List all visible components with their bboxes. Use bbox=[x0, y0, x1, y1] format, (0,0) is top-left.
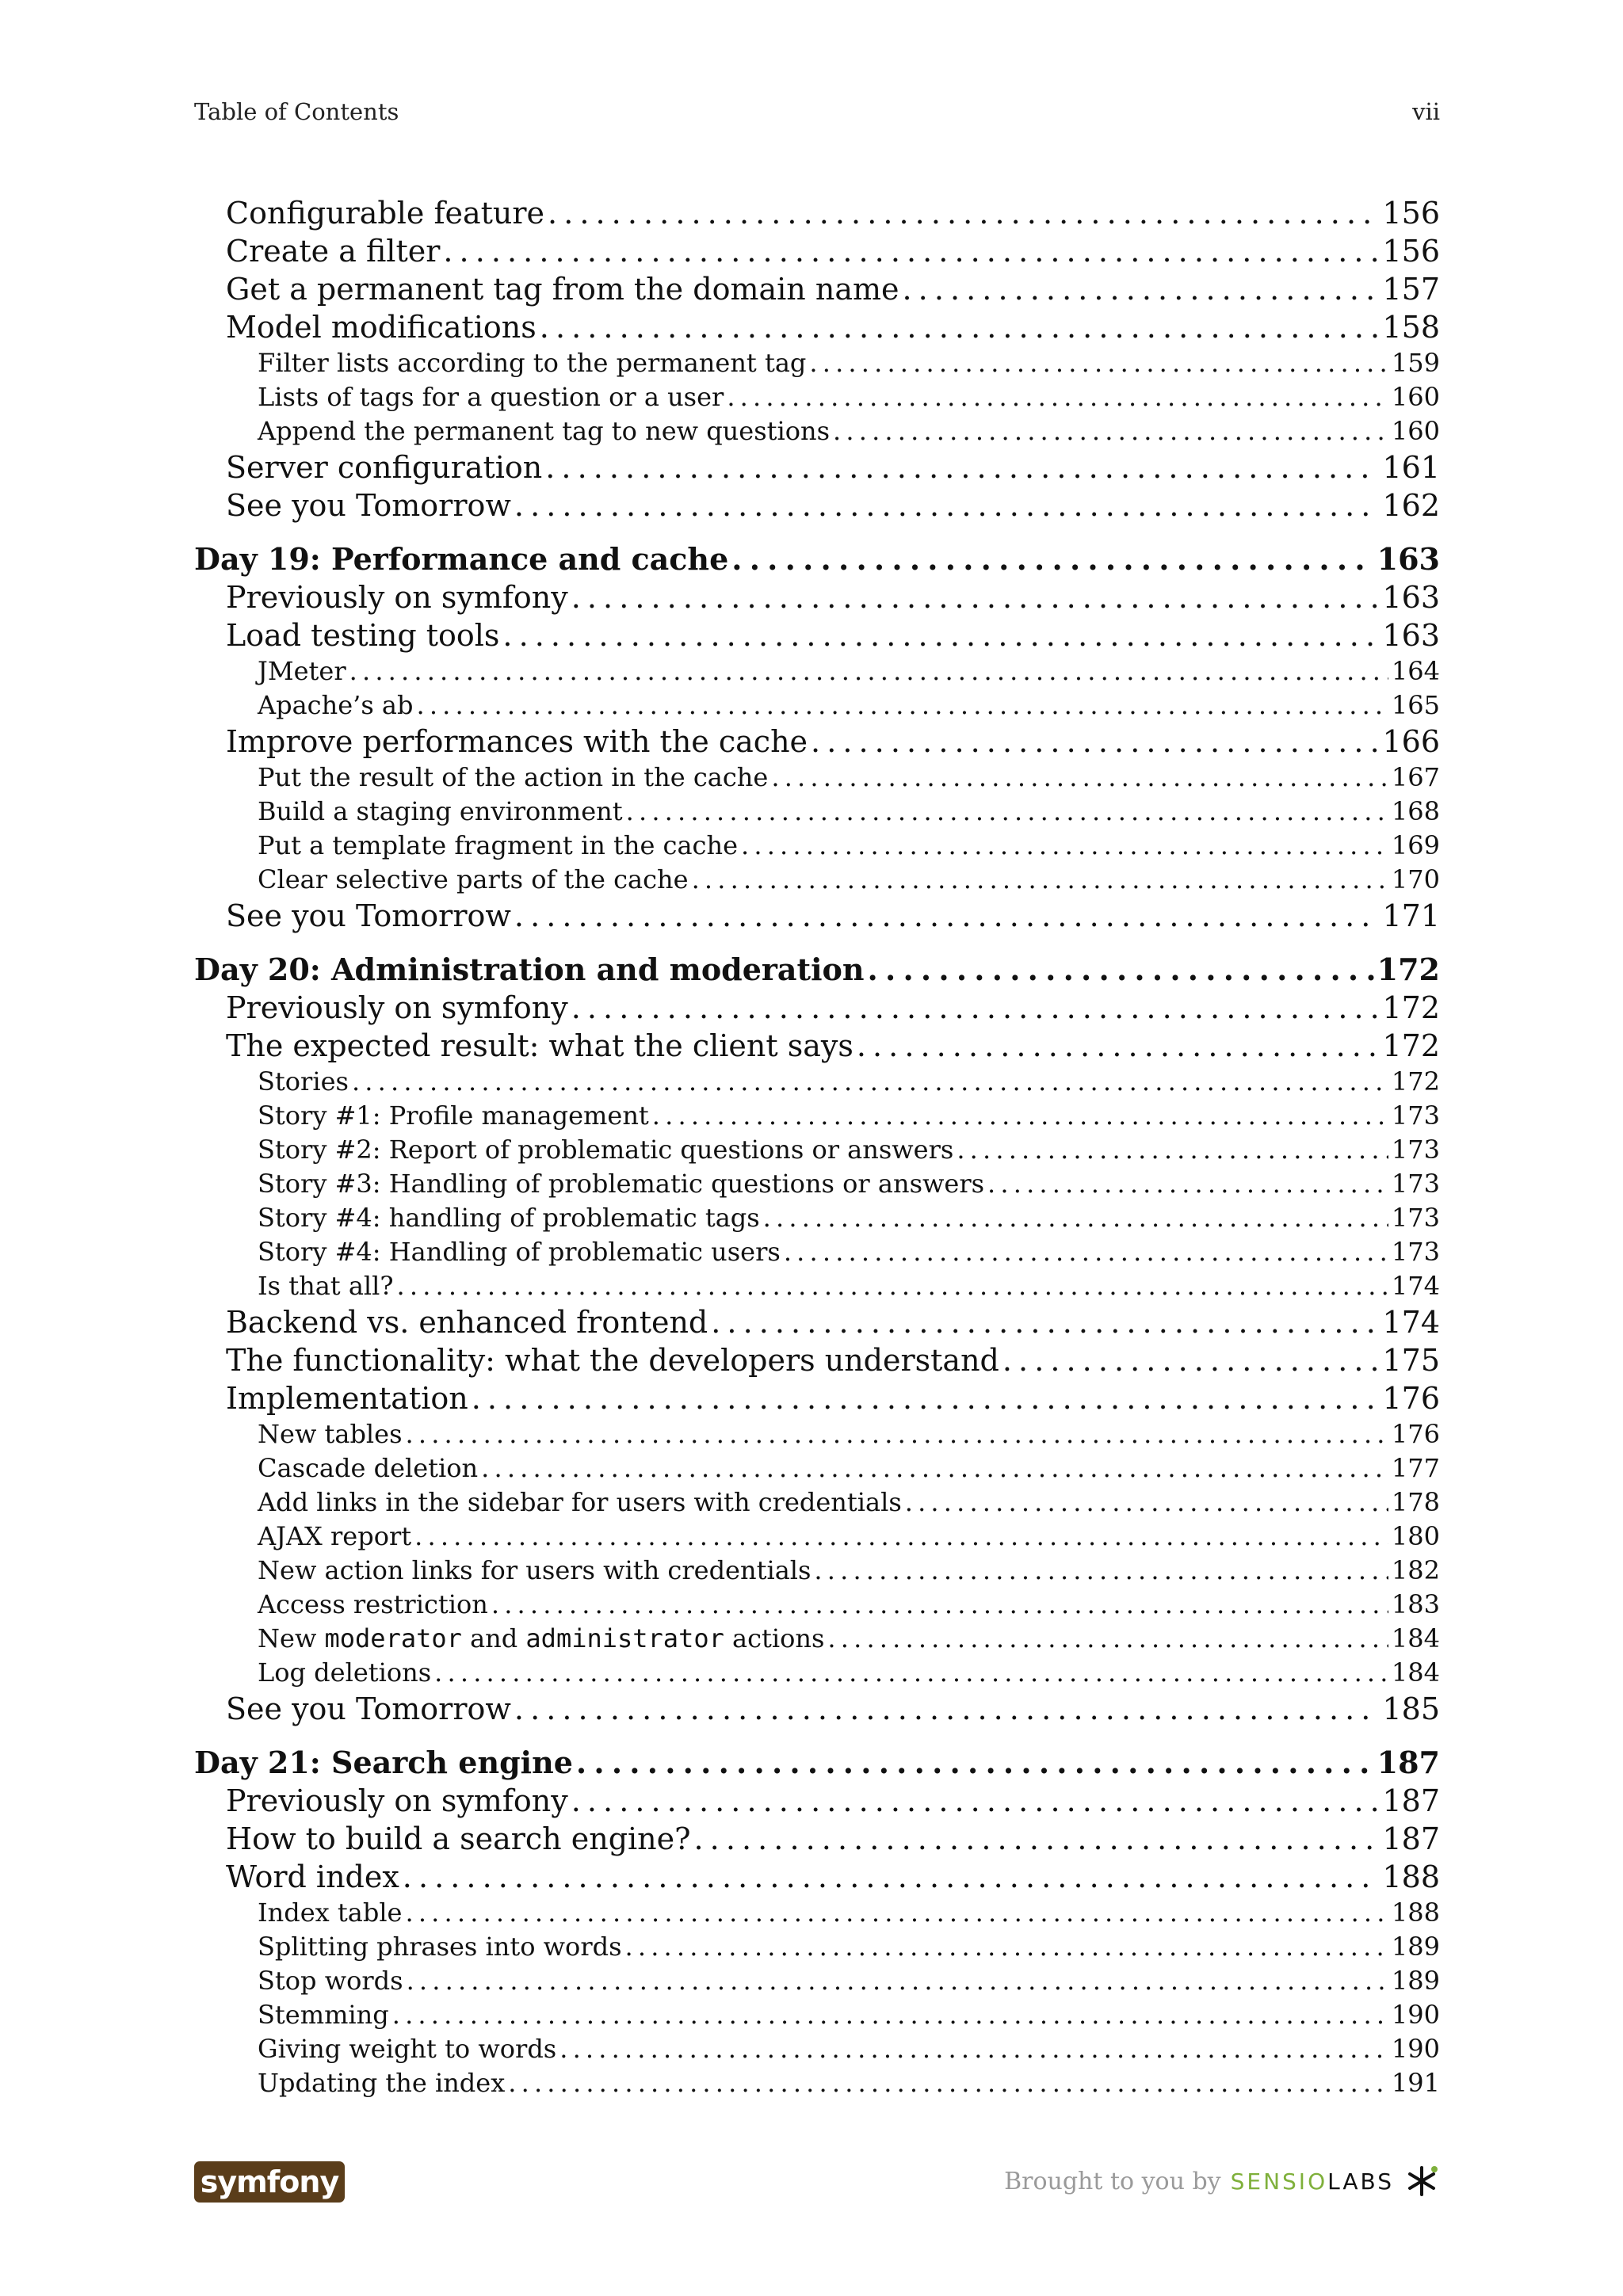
toc-entry-page: 177 bbox=[1391, 1453, 1440, 1483]
toc-subsection[interactable] bbox=[194, 1235, 1440, 1269]
toc-entry-page: 174 bbox=[1382, 1305, 1440, 1340]
dot-leader bbox=[545, 448, 1379, 486]
toc-entry-page: 182 bbox=[1391, 1555, 1440, 1585]
toc-section[interactable] bbox=[194, 723, 1440, 761]
toc-subsection[interactable] bbox=[194, 1520, 1440, 1554]
toc-entry-page: 160 bbox=[1391, 416, 1440, 446]
toc-section[interactable] bbox=[194, 486, 1440, 524]
dot-leader bbox=[694, 1820, 1380, 1858]
toc-entry-page: 184 bbox=[1391, 1623, 1440, 1653]
toc-entry-title: Improve performances with the cache bbox=[226, 724, 808, 759]
toc-entry-title: Put the result of the action in the cache bbox=[258, 762, 769, 792]
toc-entry-title: Previously on symfony bbox=[226, 580, 568, 615]
dot-leader bbox=[405, 1896, 1388, 1930]
toc-entry-title: Implementation bbox=[226, 1381, 468, 1416]
toc-entry-title: Is that all? bbox=[258, 1271, 394, 1301]
dot-leader bbox=[352, 1065, 1388, 1099]
toc-section[interactable] bbox=[194, 1341, 1440, 1379]
toc-entry-page: 167 bbox=[1391, 762, 1440, 792]
toc-section[interactable] bbox=[194, 1379, 1440, 1417]
toc-entry-title: Story #4: handling of problematic tags bbox=[258, 1203, 760, 1233]
toc-entry-page: 172 bbox=[1382, 1028, 1440, 1063]
dot-leader bbox=[692, 863, 1388, 897]
toc-entry-title: See you Tomorrow bbox=[226, 898, 511, 933]
toc-entry-title: Stop words bbox=[258, 1966, 403, 1996]
toc-subsection[interactable] bbox=[194, 1896, 1440, 1930]
toc-entry-title: Configurable feature bbox=[226, 196, 545, 231]
dot-leader bbox=[857, 1027, 1380, 1065]
dot-leader bbox=[903, 270, 1380, 308]
toc-subsection[interactable] bbox=[194, 380, 1440, 414]
toc-entry-page: 175 bbox=[1382, 1343, 1440, 1378]
toc-entry-title: Clear selective parts of the cache bbox=[258, 864, 689, 894]
toc-entry-page: 190 bbox=[1391, 2000, 1440, 2030]
toc-entry-title: Backend vs. enhanced frontend bbox=[226, 1305, 708, 1340]
brought-by-text: Brought to you by bbox=[1004, 2167, 1221, 2195]
sensiolabs-star-icon bbox=[1403, 2163, 1440, 2199]
dot-leader bbox=[514, 1690, 1380, 1728]
toc-entry-page: 185 bbox=[1382, 1691, 1440, 1726]
toc-entry-title-part: moderator bbox=[324, 1623, 462, 1653]
dot-leader bbox=[472, 1379, 1380, 1417]
toc-section[interactable] bbox=[194, 578, 1440, 616]
toc-subsection[interactable] bbox=[194, 1099, 1440, 1133]
toc-entry-page: 162 bbox=[1382, 488, 1440, 523]
toc-subsection[interactable] bbox=[194, 1588, 1440, 1622]
toc-entry-title: Model modifications bbox=[226, 310, 537, 345]
toc-entry-page: 156 bbox=[1382, 196, 1440, 231]
toc-section[interactable] bbox=[194, 232, 1440, 270]
toc-entry-title-part: administrator bbox=[525, 1623, 724, 1653]
toc-entry-page: 189 bbox=[1391, 1932, 1440, 1962]
toc-subsection[interactable] bbox=[194, 829, 1440, 863]
dot-leader bbox=[905, 1486, 1388, 1520]
toc-entry-page: 173 bbox=[1391, 1203, 1440, 1233]
toc-entry-page: 173 bbox=[1391, 1169, 1440, 1199]
toc-subsection[interactable] bbox=[194, 654, 1440, 688]
toc-subsection[interactable] bbox=[194, 1998, 1440, 2032]
toc-entry-title: Log deletions bbox=[258, 1657, 432, 1688]
toc-entry-page: 184 bbox=[1391, 1657, 1440, 1688]
toc-entry-title-part: actions bbox=[724, 1623, 825, 1653]
toc-subsection[interactable] bbox=[194, 1964, 1440, 1998]
toc-entry-page: 170 bbox=[1391, 864, 1440, 894]
symfony-logo-text: symfony bbox=[200, 2164, 339, 2199]
toc-chapter[interactable] bbox=[194, 1744, 1440, 1782]
toc-entry-title: Day 20: Administration and moderation bbox=[194, 952, 865, 987]
toc-entry-page: 176 bbox=[1382, 1381, 1440, 1416]
toc-subsection[interactable] bbox=[194, 346, 1440, 380]
dot-leader bbox=[868, 951, 1374, 989]
dot-leader bbox=[957, 1133, 1388, 1167]
dot-leader bbox=[434, 1656, 1388, 1690]
toc-entry-title: Stories bbox=[258, 1066, 349, 1097]
dot-leader bbox=[559, 2032, 1388, 2066]
toc-entry-page: 171 bbox=[1382, 898, 1440, 933]
dot-leader bbox=[571, 578, 1380, 616]
page-header bbox=[194, 98, 1440, 125]
toc-entry-page: 187 bbox=[1377, 1745, 1440, 1780]
toc-entry-page: 173 bbox=[1391, 1237, 1440, 1267]
toc-subsection[interactable] bbox=[194, 688, 1440, 723]
toc-section[interactable] bbox=[194, 448, 1440, 486]
toc-entry-page: 187 bbox=[1382, 1821, 1440, 1856]
sensiolabs-logo-part1: SENSIO bbox=[1230, 2168, 1328, 2195]
toc-entry-title: Create a filter bbox=[226, 234, 441, 269]
dot-leader bbox=[392, 1998, 1388, 2032]
dot-leader bbox=[833, 414, 1388, 448]
toc-entry-title: New tables bbox=[258, 1419, 403, 1449]
toc-entry-page: 163 bbox=[1382, 618, 1440, 653]
footer-brand bbox=[1004, 2163, 1440, 2199]
toc-entry-page: 165 bbox=[1391, 690, 1440, 720]
toc-subsection[interactable] bbox=[194, 1656, 1440, 1690]
toc-entry-title: AJAX report bbox=[258, 1521, 412, 1551]
dot-leader bbox=[625, 1930, 1388, 1964]
dot-leader bbox=[987, 1167, 1388, 1201]
dot-leader bbox=[414, 1520, 1388, 1554]
dot-leader bbox=[548, 194, 1379, 232]
toc-entry-title: Story #2: Report of problematic questions or answers bbox=[258, 1135, 954, 1165]
toc-entry-page: 191 bbox=[1391, 2068, 1440, 2098]
dot-leader bbox=[1002, 1341, 1380, 1379]
running-title: Table of Contents bbox=[194, 98, 399, 125]
toc-subsection[interactable] bbox=[194, 414, 1440, 448]
toc-entry-title: Updating the index bbox=[258, 2068, 506, 2098]
toc-entry-page: 172 bbox=[1382, 990, 1440, 1025]
dot-leader bbox=[540, 308, 1380, 346]
toc-subsection[interactable] bbox=[194, 2066, 1440, 2100]
toc-entry-page: 188 bbox=[1382, 1859, 1440, 1894]
dot-leader bbox=[727, 380, 1388, 414]
toc-subsection[interactable] bbox=[194, 1554, 1440, 1588]
toc-entry-page: 164 bbox=[1391, 656, 1440, 686]
toc-entry-title: Build a staging environment bbox=[258, 796, 623, 826]
dot-leader bbox=[481, 1451, 1388, 1486]
toc-subsection[interactable] bbox=[194, 1133, 1440, 1167]
dot-leader bbox=[508, 2066, 1388, 2100]
toc-entry-title: Day 21: Search engine bbox=[194, 1745, 573, 1780]
dot-leader bbox=[771, 761, 1388, 795]
toc-entry-title: Access restriction bbox=[258, 1589, 488, 1619]
toc-entry-page: 173 bbox=[1391, 1135, 1440, 1165]
toc-section[interactable] bbox=[194, 616, 1440, 654]
dot-leader bbox=[397, 1269, 1388, 1303]
toc-entry-page: 163 bbox=[1382, 580, 1440, 615]
toc-entry-title: The functionality: what the developers understand bbox=[226, 1343, 999, 1378]
toc-subsection[interactable] bbox=[194, 1417, 1440, 1451]
toc-section[interactable] bbox=[194, 1303, 1440, 1341]
page-number: vii bbox=[1412, 98, 1440, 125]
toc-entry-title-part: and bbox=[461, 1623, 526, 1653]
toc-entry-page: 169 bbox=[1391, 830, 1440, 860]
toc-subsection[interactable] bbox=[194, 1167, 1440, 1201]
toc-entry-title: Put a template fragment in the cache bbox=[258, 830, 739, 860]
dot-leader bbox=[443, 232, 1379, 270]
toc-entry-title: The expected result: what the client says bbox=[226, 1028, 854, 1063]
toc-chapter[interactable] bbox=[194, 540, 1440, 578]
toc-entry-page: 174 bbox=[1391, 1271, 1440, 1301]
toc-entry-title: JMeter bbox=[258, 656, 346, 686]
sensiolabs-logo bbox=[1231, 2168, 1394, 2195]
toc-section[interactable] bbox=[194, 1858, 1440, 1896]
toc-entry-page: 160 bbox=[1391, 382, 1440, 412]
toc-entry-title: Day 19: Performance and cache bbox=[194, 541, 729, 577]
toc-subsection[interactable] bbox=[194, 1622, 1440, 1656]
toc-entry-title: Story #1: Profile management bbox=[258, 1100, 649, 1131]
toc-entry-title: Giving weight to words bbox=[258, 2034, 557, 2064]
dot-leader bbox=[571, 1782, 1380, 1820]
dot-leader bbox=[731, 540, 1373, 578]
toc-entry-page: 183 bbox=[1391, 1589, 1440, 1619]
toc-entry-page: 176 bbox=[1391, 1419, 1440, 1449]
toc-section[interactable] bbox=[194, 1690, 1440, 1728]
dot-leader bbox=[827, 1622, 1388, 1656]
toc-entry-page: 189 bbox=[1391, 1966, 1440, 1996]
toc-entry-page: 161 bbox=[1382, 450, 1440, 485]
dot-leader bbox=[763, 1201, 1388, 1235]
toc-entry-title: See you Tomorrow bbox=[226, 1691, 511, 1726]
toc-entry-page: 166 bbox=[1382, 724, 1440, 759]
toc-entry-title-part: New bbox=[258, 1623, 325, 1653]
toc-subsection[interactable] bbox=[194, 863, 1440, 897]
toc-entry-page: 190 bbox=[1391, 2034, 1440, 2064]
dot-leader bbox=[406, 1417, 1388, 1451]
toc-subsection[interactable] bbox=[194, 1930, 1440, 1964]
dot-leader bbox=[514, 486, 1380, 524]
toc-entry-title: Splitting phrases into words bbox=[258, 1932, 622, 1962]
dot-leader bbox=[407, 1964, 1388, 1998]
dot-leader bbox=[416, 688, 1388, 723]
toc-entry-page: 188 bbox=[1391, 1897, 1440, 1928]
toc-entry-title: Add links in the sidebar for users with credentials bbox=[258, 1487, 902, 1517]
toc-section[interactable] bbox=[194, 308, 1440, 346]
toc-entry-title: Lists of tags for a question or a user bbox=[258, 382, 724, 412]
toc-entry-page: 168 bbox=[1391, 796, 1440, 826]
toc-section[interactable] bbox=[194, 194, 1440, 232]
toc-subsection[interactable] bbox=[194, 1269, 1440, 1303]
toc-subsection[interactable] bbox=[194, 1486, 1440, 1520]
toc-entry-title: Apache’s ab bbox=[258, 690, 414, 720]
toc-entry-title: Index table bbox=[258, 1897, 403, 1928]
toc-entry-title: Story #4: Handling of problematic users bbox=[258, 1237, 781, 1267]
dot-leader bbox=[741, 829, 1388, 863]
toc-entry-title: New action links for users with credentials bbox=[258, 1555, 812, 1585]
toc-section[interactable] bbox=[194, 989, 1440, 1027]
dot-leader bbox=[711, 1303, 1379, 1341]
toc-section[interactable] bbox=[194, 1027, 1440, 1065]
table-of-contents bbox=[194, 194, 1440, 2100]
toc-entry-title: Previously on symfony bbox=[226, 1783, 568, 1818]
sensiolabs-logo-part2: LABS bbox=[1327, 2168, 1394, 2195]
toc-entry-page: 172 bbox=[1391, 1066, 1440, 1097]
dot-leader bbox=[571, 989, 1380, 1027]
toc-subsection[interactable] bbox=[194, 761, 1440, 795]
dot-leader bbox=[491, 1588, 1388, 1622]
toc-entry-title bbox=[258, 1622, 824, 1656]
toc-entry-page: 158 bbox=[1382, 310, 1440, 345]
toc-entry-page: 156 bbox=[1382, 234, 1440, 269]
toc-entry-title: Previously on symfony bbox=[226, 990, 568, 1025]
toc-entry-page: 159 bbox=[1391, 348, 1440, 378]
toc-entry-title: Load testing tools bbox=[226, 618, 500, 653]
toc-entry-title: Server configuration bbox=[226, 450, 543, 485]
toc-entry-title: Word index bbox=[226, 1859, 399, 1894]
toc-section[interactable] bbox=[194, 1782, 1440, 1820]
toc-subsection[interactable] bbox=[194, 1201, 1440, 1235]
toc-entry-page: 178 bbox=[1391, 1487, 1440, 1517]
dot-leader bbox=[814, 1554, 1388, 1588]
toc-chapter[interactable] bbox=[194, 951, 1440, 989]
toc-entry-title: See you Tomorrow bbox=[226, 488, 511, 523]
dot-leader bbox=[576, 1744, 1374, 1782]
toc-entry-title: Story #3: Handling of problematic questions or answers bbox=[258, 1169, 985, 1199]
toc-section[interactable] bbox=[194, 897, 1440, 935]
toc-entry-title: Append the permanent tag to new questions bbox=[258, 416, 831, 446]
toc-entry-page: 180 bbox=[1391, 1521, 1440, 1551]
toc-entry-title: Cascade deletion bbox=[258, 1453, 479, 1483]
toc-section[interactable] bbox=[194, 270, 1440, 308]
toc-entry-page: 173 bbox=[1391, 1100, 1440, 1131]
toc-entry-page: 163 bbox=[1377, 541, 1440, 577]
toc-section[interactable] bbox=[194, 1820, 1440, 1858]
toc-entry-title: Filter lists according to the permanent tag bbox=[258, 348, 807, 378]
dot-leader bbox=[652, 1099, 1388, 1133]
dot-leader bbox=[502, 616, 1379, 654]
toc-subsection[interactable] bbox=[194, 795, 1440, 829]
dot-leader bbox=[626, 795, 1388, 829]
dot-leader bbox=[349, 654, 1388, 688]
toc-entry-title: Get a permanent tag from the domain name bbox=[226, 272, 899, 307]
toc-subsection[interactable] bbox=[194, 2032, 1440, 2066]
toc-entry-page: 187 bbox=[1382, 1783, 1440, 1818]
toc-entry-title: Stemming bbox=[258, 2000, 389, 2030]
dot-leader bbox=[403, 1858, 1380, 1896]
toc-entry-title: How to build a search engine? bbox=[226, 1821, 691, 1856]
toc-subsection[interactable] bbox=[194, 1451, 1440, 1486]
dot-leader bbox=[811, 723, 1379, 761]
dot-leader bbox=[809, 346, 1388, 380]
toc-entry-page: 172 bbox=[1377, 952, 1440, 987]
dot-leader bbox=[784, 1235, 1388, 1269]
symfony-logo bbox=[194, 2161, 345, 2203]
toc-subsection[interactable] bbox=[194, 1065, 1440, 1099]
toc-entry-page: 157 bbox=[1382, 272, 1440, 307]
dot-leader bbox=[514, 897, 1380, 935]
